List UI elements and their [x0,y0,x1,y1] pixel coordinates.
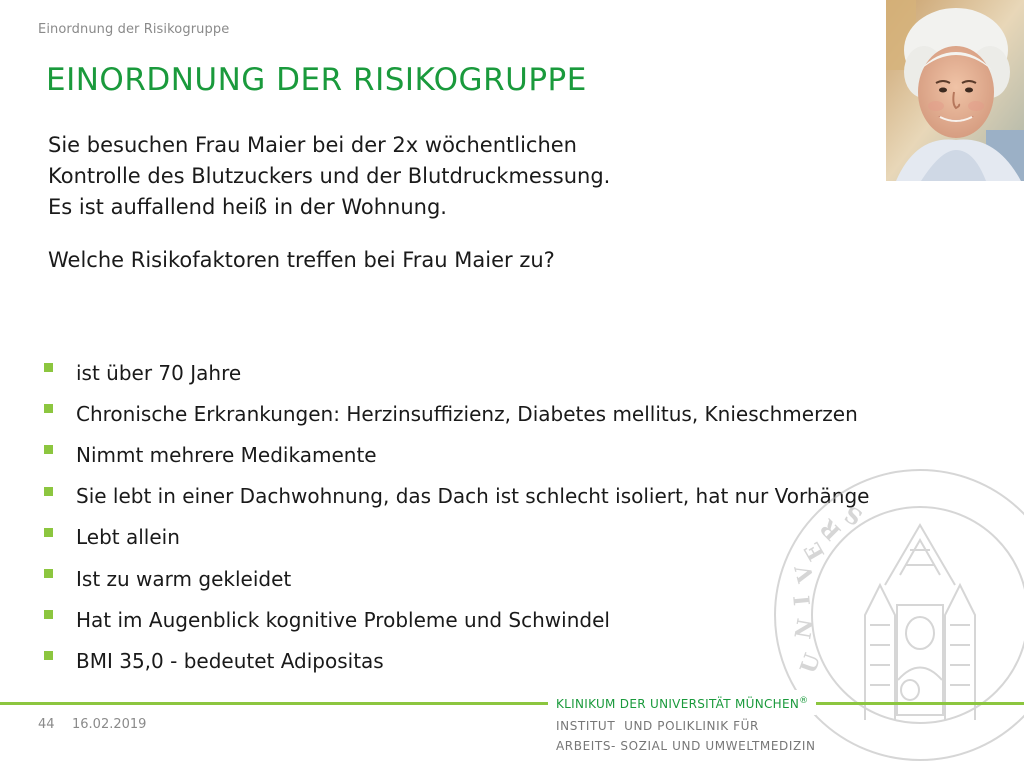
footer-divider [0,702,1024,705]
list-item-text: Sie lebt in einer Dachwohnung, das Dach ist schlecht isoliert, hat nur Vorhänge [76,484,870,509]
bullet-square-icon [44,445,53,454]
intro-line: Kontrolle des Blutzuckers und der Blutdruckmessung. [48,164,611,188]
list-item [44,558,869,599]
footer-brand [548,690,816,715]
list-item-text: Ist zu warm gekleidet [76,566,292,591]
institute-line: INSTITUT UND POLIKLINIK FÜR [556,719,759,733]
list-item [44,352,869,393]
svg-text:R: R [814,513,847,546]
svg-text:U: U [795,650,827,678]
list-item-text: BMI 35,0 - bedeutet Adipositas [76,648,384,673]
list-item [44,640,869,681]
list-item [44,599,869,640]
bullet-square-icon [44,404,53,413]
bullet-square-icon [44,569,53,578]
list-item [44,517,869,558]
intro-question: Welche Risikofaktoren treffen bei Frau Maier zu? [48,248,555,272]
svg-text:E: E [799,537,831,565]
svg-text:I: I [789,594,816,607]
bullet-square-icon [44,528,53,537]
svg-text:N: N [790,616,820,642]
list-item-text: Lebt allein [76,525,180,550]
intro-text [48,130,610,276]
slide-date: 16.02.2019 [72,717,147,732]
list-item-text: ist über 70 Jahre [76,360,242,385]
bullet-square-icon [44,363,53,372]
institute-name [556,716,816,756]
brand-name: KLINIKUM DER UNIVERSITÄT MÜNCHEN [556,697,800,711]
list-item [44,393,869,434]
list-item-text: Nimmt mehrere Medikamente [76,442,377,467]
breadcrumb: Einordnung der Risikogruppe [38,22,230,37]
list-item-text: Chronische Erkrankungen: Herzinsuffizienz, Diabetes mellitus, Knieschmerzen [76,401,858,426]
intro-line: Es ist auffallend heiß in der Wohnung. [48,195,447,219]
risk-factor-list [44,352,869,682]
list-item [44,476,869,517]
bullet-square-icon [44,487,53,496]
page-number: 44 [38,717,55,732]
list-item [44,434,869,475]
bullet-square-icon [44,651,53,660]
svg-text:V: V [790,561,820,586]
page-title: EINORDNUNG DER RISIKOGRUPPE [46,62,587,98]
intro-line: Sie besuchen Frau Maier bei der 2x wöchentlichen [48,133,577,157]
svg-text:S: S [840,499,867,531]
portrait-photo [886,0,1024,181]
list-item-text: Hat im Augenblick kognitive Probleme und Schwindel [76,607,610,632]
institute-line: ARBEITS- SOZIAL UND UMWELTMEDIZIN [556,739,816,753]
registered-mark: ® [799,696,809,706]
bullet-square-icon [44,610,53,619]
